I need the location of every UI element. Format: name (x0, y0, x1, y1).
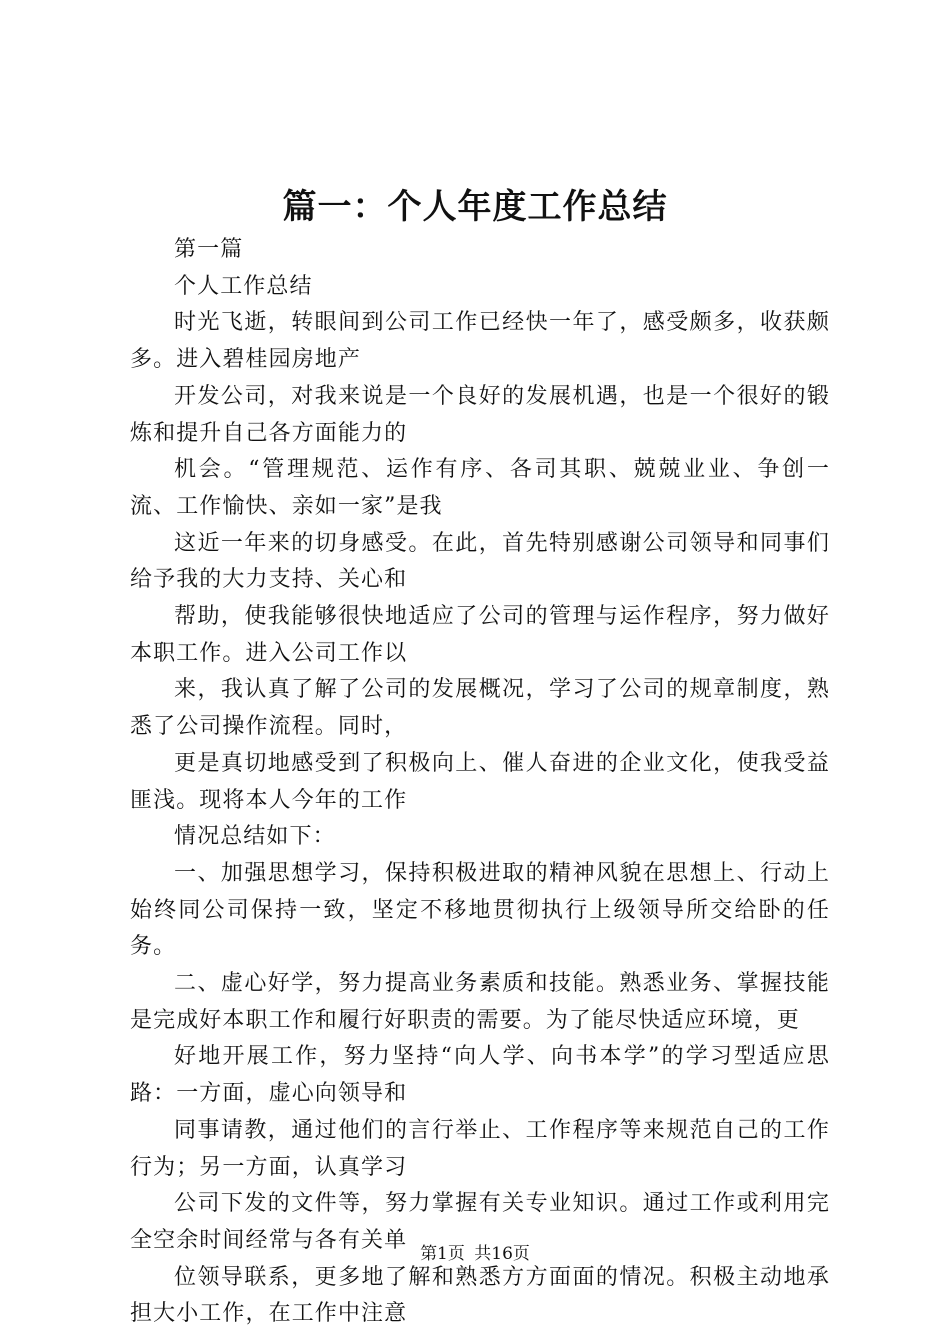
paragraph: 情况总结如下： (174, 824, 336, 850)
paragraph: 时光飞逝，转眼间到公司工作已经快一年了，感受颇多，收获颇多。进入碧桂园房地产 (130, 310, 830, 373)
paragraph: 个人工作总结 (174, 273, 313, 299)
paragraph: 机会。“管理规范、运作有序、各司其职、兢兢业业、争创一流、工作愉快、亲如一家”是我 (130, 457, 830, 519)
page-total: 共16页 (474, 1244, 530, 1264)
paragraph: 帮助，使我能够很快地适应了公司的管理与运作程序，努力做好本职工作。进入公司工作以 (130, 604, 830, 666)
paragraph: 一、加强思想学习，保持积极进取的精神风貌在思想上、行动上始终同公司保持一致，坚定不移地贯彻执行上级领导所交给卧的任务。 (130, 860, 830, 960)
paragraph: 同事请教，通过他们的言行举止、工作程序等来规范自己的工作行为；另一方面，认真学习 (130, 1117, 830, 1180)
paragraph: 开发公司，对我来说是一个良好的发展机遇，也是一个很好的锻炼和提升自己各方面能力的 (130, 383, 830, 446)
document-title: 篇一：个人年度工作总结 (282, 187, 668, 227)
document-body (130, 232, 830, 1333)
paragraph: 位领导联系，更多地了解和熟悉方方面面的情况。积极主动地承担大小工作，在工作中注意 (130, 1264, 830, 1327)
page-footer (0, 1242, 950, 1266)
paragraph: 好地开展工作，努力坚持“向人学、向书本学”的学习型适应思路：一方面，虚心向领导和 (130, 1044, 830, 1107)
paragraph: 来，我认真了解了公司的发展概况，学习了公司的规章制度，熟悉了公司操作流程。同时， (130, 677, 830, 740)
page-number: 第1页 (420, 1244, 465, 1264)
paragraph: 二、虚心好学，努力提高业务素质和技能。熟悉业务、掌握技能是完成好本职工作和履行好职责的需要。为了能尽快适应环境，更 (130, 971, 830, 1033)
paragraph: 更是真切地感受到了积极向上、催人奋进的企业文化，使我受益匪浅。现将本人今年的工作 (130, 750, 830, 813)
paragraph: 第一篇 (174, 237, 244, 262)
paragraph: 这近一年来的切身感受。在此，首先特别感谢公司领导和同事们给予我的大力支持、关心和 (130, 530, 830, 593)
paragraph: 公司下发的文件等，努力掌握有关专业知识。通过工作或利用完全空余时间经常与各有关单 (130, 1191, 830, 1253)
